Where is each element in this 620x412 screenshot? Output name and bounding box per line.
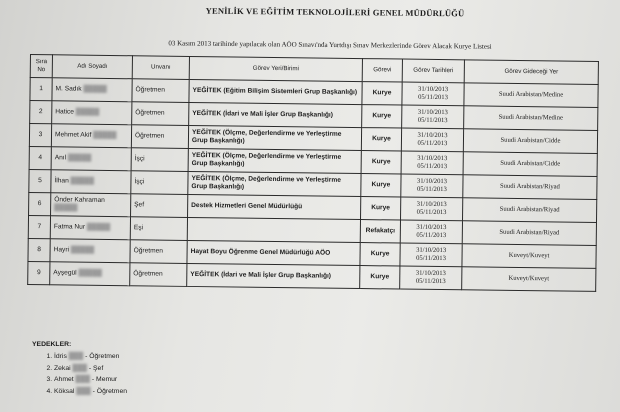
cell-destination: Suudi Arabistan/Cidde — [463, 152, 597, 177]
cell-title: İşçi — [131, 171, 188, 195]
cell-name — [52, 78, 132, 102]
header-title: Unvanı — [132, 56, 189, 80]
cell-name — [50, 239, 130, 263]
cell-unit: Hayat Boyu Öğrenme Genel Müdürlüğü AÖO — [187, 240, 360, 265]
cell-no: 7 — [28, 215, 50, 238]
cell-destination: Suudi Arabistan/Cidde — [463, 129, 597, 154]
reserve-role: - Şef — [88, 364, 104, 372]
reserves-list — [32, 351, 332, 398]
redacted-surname: ███ — [68, 352, 84, 360]
cell-role: Kurye — [361, 197, 401, 220]
cell-title: İşçi — [131, 148, 188, 172]
cell-dates — [401, 174, 463, 198]
redacted-surname: █████ — [75, 108, 100, 116]
date-end: 05/11/2013 — [416, 231, 447, 240]
redacted-surname: ███ — [72, 364, 87, 372]
reserve-name: Köksal — [54, 388, 75, 396]
cell-dates — [400, 197, 462, 221]
redacted-surname: █████ — [93, 131, 117, 140]
cell-role: Kurye — [361, 174, 401, 197]
date-end: 05/11/2013 — [416, 185, 447, 194]
cell-unit: YEĞİTEK (İdari ve Mali İşler Grup Başkanlığı) — [189, 102, 362, 127]
cell-no: 3 — [29, 124, 51, 147]
cell-destination: Suudi Arabistan/Riyad — [462, 221, 596, 246]
redacted-surname: ███ — [76, 388, 91, 396]
reserve-role: - Öğretmen — [92, 388, 128, 396]
reserve-role: - Öğretmen — [85, 352, 120, 360]
cell-unit — [187, 217, 360, 242]
cell-dates — [402, 82, 464, 106]
person-name: M. Sadık — [55, 85, 82, 93]
cell-dates — [400, 243, 462, 267]
date-start: 31/10/2013 — [416, 246, 447, 255]
cell-name — [51, 193, 131, 217]
cell-no: 6 — [29, 192, 51, 215]
header-no: Sıra No — [30, 55, 52, 78]
cell-no: 4 — [29, 146, 51, 169]
cell-title: Öğretmen — [130, 240, 187, 264]
person-name: Fatma Nur — [53, 223, 86, 231]
header-role: Görevi — [362, 59, 402, 82]
date-start: 31/10/2013 — [417, 108, 448, 117]
cell-no: 5 — [29, 169, 51, 192]
cell-title: Öğretmen — [131, 125, 188, 149]
cell-title: Öğretmen — [132, 102, 189, 126]
cell-name — [51, 170, 131, 194]
cell-role: Kurye — [360, 243, 400, 266]
redacted-surname: █████ — [83, 85, 107, 93]
cell-unit: YEĞİTEK (Ölçme, Değerlendirme ve Yerleştirme Grup Başkanlığı) — [188, 171, 361, 196]
cell-destination: Suudi Arabistan/Riyad — [462, 198, 596, 223]
date-end: 05/11/2013 — [418, 93, 448, 102]
cell-name — [50, 216, 130, 240]
cell-name — [52, 101, 132, 125]
header-name: Adı Soyadı — [52, 55, 132, 79]
cell-unit: YEĞİTEK (Ölçme, Değerlendirme ve Yerleştirme Grup Başkanlığı) — [188, 125, 361, 150]
date-end: 05/11/2013 — [417, 139, 448, 148]
date-start: 31/10/2013 — [416, 223, 447, 232]
date-start: 31/10/2013 — [416, 200, 447, 209]
cell-title: Eşi — [130, 217, 187, 241]
redacted-surname: █████ — [70, 177, 95, 185]
reserves-heading: YEDEKLER: — [32, 341, 72, 348]
reserve-item — [54, 363, 332, 375]
cell-role: Kurye — [362, 82, 402, 105]
header-unit: Görev Yeri/Birimi — [189, 56, 362, 81]
cell-dates — [401, 128, 463, 152]
cell-no: 8 — [28, 238, 50, 261]
date-end: 05/11/2013 — [417, 116, 448, 125]
cell-title: Şef — [131, 194, 188, 218]
cell-destination: Kuveyt/Kuveyt — [462, 244, 596, 269]
cell-title: Öğretmen — [132, 79, 189, 103]
reserve-item — [54, 386, 332, 398]
cell-destination: Kuveyt/Kuveyt — [462, 267, 596, 292]
header-destination: Görev Gideceği Yer — [464, 60, 598, 85]
cell-name — [51, 124, 131, 148]
person-name: Hayri — [53, 246, 70, 254]
reserves-section — [32, 339, 332, 398]
redacted-surname: █████ — [54, 204, 78, 212]
cell-dates — [400, 266, 462, 290]
cell-name — [51, 147, 131, 171]
cell-destination: Suudi Arabistan/Medine — [464, 106, 598, 131]
cell-role: Kurye — [362, 105, 402, 128]
cell-unit: Destek Hizmetleri Genel Müdürlüğü — [188, 194, 361, 219]
cell-role: Kurye — [361, 151, 401, 174]
cell-role: Refakatçı — [360, 220, 400, 243]
person-name: Ayşegül — [53, 269, 77, 277]
date-end: 05/11/2013 — [416, 254, 446, 263]
cell-dates — [400, 220, 462, 244]
cell-title: Öğretmen — [130, 263, 187, 287]
cell-dates — [401, 151, 463, 175]
cell-dates — [402, 105, 464, 129]
cell-no: 2 — [30, 101, 52, 124]
reserve-name: Ahmet — [54, 376, 74, 384]
person-name: Önder Kahraman — [54, 196, 105, 204]
cell-no: 1 — [30, 78, 52, 101]
date-end: 05/11/2013 — [417, 162, 448, 171]
person-name: İlhan — [54, 177, 69, 185]
cell-unit: YEĞİTEK (İdari ve Mali İşler Grup Başkanlığı) — [187, 263, 360, 288]
cell-name — [50, 262, 130, 286]
date-start: 31/10/2013 — [415, 269, 446, 278]
reserve-name: Zekai — [54, 364, 71, 372]
redacted-surname: █████ — [86, 223, 111, 231]
cell-destination: Suudi Arabistan/Riyad — [463, 175, 597, 200]
header-dates: Görev Tarihleri — [402, 59, 464, 83]
reserve-item — [54, 351, 332, 363]
person-name: Mehmet Akif — [54, 131, 92, 139]
person-name: Anıl — [54, 154, 67, 162]
date-end: 05/11/2013 — [415, 277, 446, 286]
redacted-surname: █████ — [67, 154, 92, 162]
reserve-item — [54, 374, 332, 386]
document-title: YENİLİK VE EĞİTİM TEKNOLOJİLERİ GENEL MÜDÜRLÜĞÜ — [205, 5, 465, 19]
person-name: Hatice — [55, 108, 75, 116]
reserve-name: İdris — [54, 352, 67, 360]
cell-unit: YEĞİTEK (Eğitim Bilişim Sistemleri Grup Başkanlığı) — [189, 79, 362, 104]
redacted-surname: ███ — [75, 376, 90, 384]
date-start: 31/10/2013 — [417, 131, 448, 140]
cell-role: Kurye — [360, 266, 400, 289]
courier-list-table — [27, 54, 599, 292]
courier-list-table-container — [27, 54, 598, 292]
cell-destination: Suudi Arabistan/Medine — [464, 83, 598, 108]
document-subtitle: 03 Kasım 2013 tarihinde yapılacak olan AÖO Sınavı'nda Yurtdışı Sınav Merkezlerinde Görev Alacak Kurye Listesi — [168, 39, 492, 51]
cell-unit: YEĞİTEK (Ölçme, Değerlendirme ve Yerleştirme Grup Başkanlığı) — [188, 148, 361, 173]
cell-role: Kurye — [361, 128, 401, 151]
date-start: 31/10/2013 — [416, 177, 448, 186]
redacted-surname: █████ — [78, 269, 102, 277]
cell-no: 9 — [28, 261, 50, 284]
date-end: 05/11/2013 — [416, 208, 447, 217]
redacted-surname: █████ — [70, 246, 95, 254]
date-start: 31/10/2013 — [418, 85, 449, 94]
date-start: 31/10/2013 — [417, 154, 448, 163]
reserve-role: - Memur — [91, 376, 118, 384]
